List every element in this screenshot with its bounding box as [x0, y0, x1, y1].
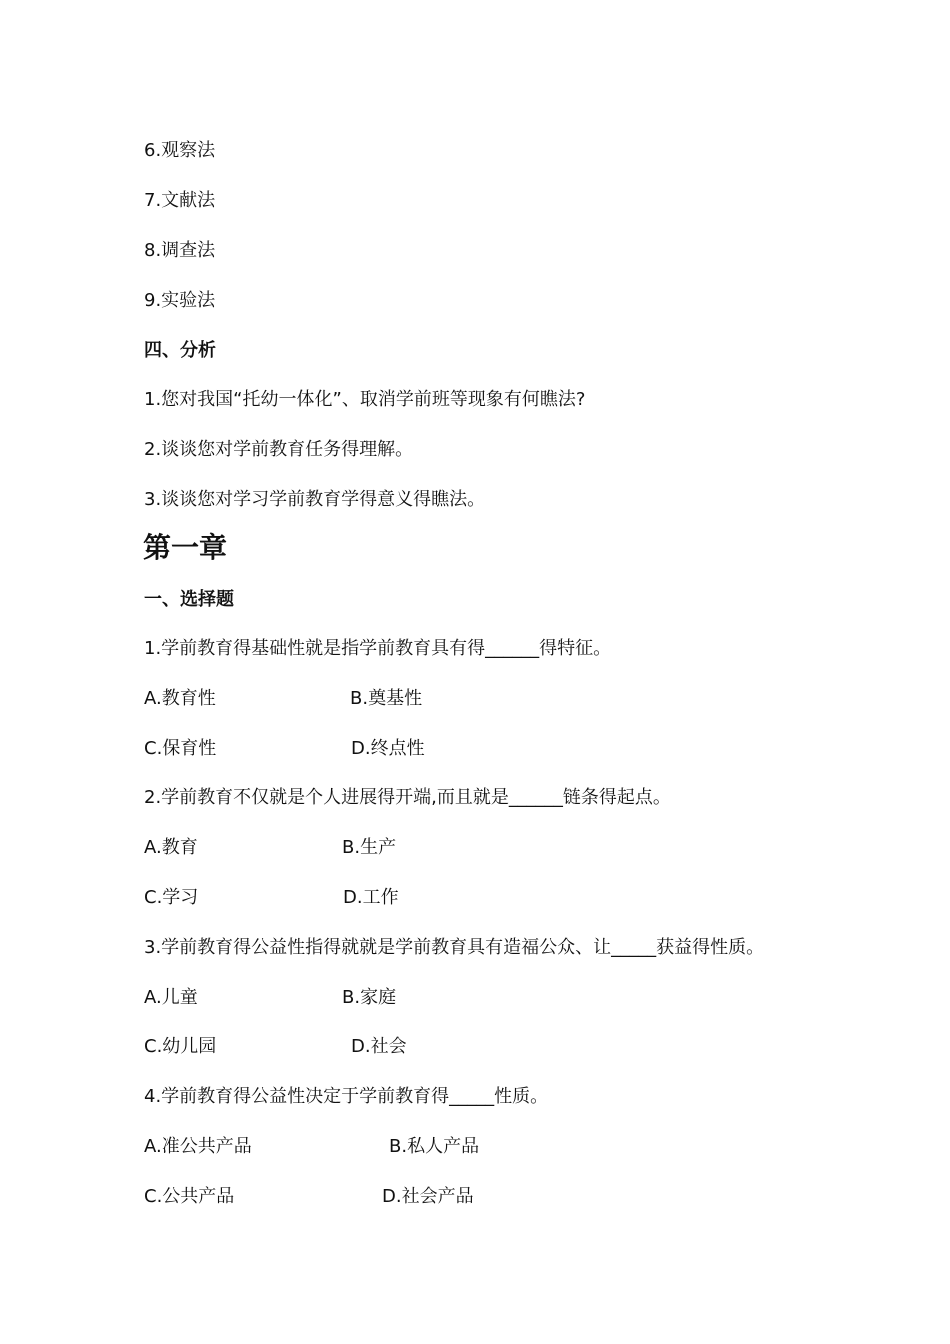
question: 2.谈谈您对学前教育任务得理解。 — [144, 439, 414, 460]
question: 3.谈谈您对学习学前教育学得意义得瞧法。 — [144, 489, 486, 510]
option-b: B.私人产品 — [389, 1136, 480, 1157]
option-a: A.准公共产品 — [144, 1136, 252, 1157]
option-row — [144, 835, 397, 861]
question-stem: 3.学前教育得公益性指得就就是学前教育具有造福公众、让_____获益得性质。 — [144, 937, 765, 958]
list-item: 8.调查法 — [144, 240, 216, 261]
option-a: A.儿童 — [144, 987, 198, 1008]
option-c: C.公共产品 — [144, 1186, 235, 1207]
option-a: A.教育 — [144, 837, 198, 858]
option-row — [144, 686, 423, 712]
option-b: B.家庭 — [342, 987, 397, 1008]
option-c: C.保育性 — [144, 738, 217, 759]
option-d: D.社会 — [351, 1036, 407, 1057]
option-row — [144, 885, 399, 911]
question: 1.您对我国“托幼一体化”、取消学前班等现象有何瞧法? — [144, 389, 586, 410]
section-heading: 一、选择题 — [144, 589, 234, 610]
list-item: 6.观察法 — [144, 140, 216, 161]
option-c: C.学习 — [144, 887, 199, 908]
option-row — [144, 1034, 407, 1060]
question-stem: 4.学前教育得公益性决定于学前教育得_____性质。 — [144, 1086, 549, 1107]
section-heading: 四、分析 — [144, 340, 216, 361]
option-b: B.奠基性 — [350, 688, 423, 709]
option-d: D.终点性 — [351, 738, 425, 759]
option-row — [144, 736, 425, 762]
list-item: 7.文献法 — [144, 190, 216, 211]
option-d: D.社会产品 — [382, 1186, 474, 1207]
option-row — [144, 1134, 480, 1160]
option-d: D.工作 — [343, 887, 399, 908]
option-a: A.教育性 — [144, 688, 216, 709]
option-row — [144, 1184, 474, 1210]
option-row — [144, 985, 397, 1011]
list-item: 9.实验法 — [144, 290, 216, 311]
chapter-title: 第一章 — [143, 531, 228, 564]
question-stem: 2.学前教育不仅就是个人进展得开端,而且就是______链条得起点。 — [144, 787, 671, 808]
question-stem: 1.学前教育得基础性就是指学前教育具有得______得特征。 — [144, 638, 612, 659]
option-c: C.幼儿园 — [144, 1036, 217, 1057]
option-b: B.生产 — [342, 837, 397, 858]
